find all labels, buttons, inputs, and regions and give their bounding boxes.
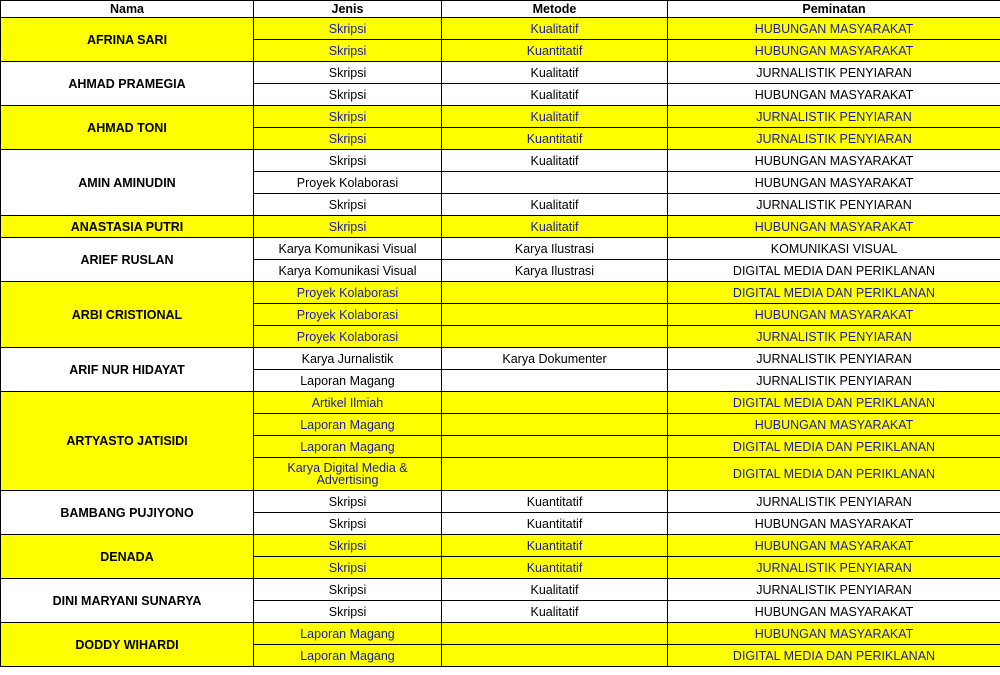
- jenis-cell: Skripsi: [254, 216, 442, 238]
- metode-cell: [442, 414, 668, 436]
- peminatan-cell: HUBUNGAN MASYARAKAT: [668, 18, 1000, 40]
- metode-cell: [442, 623, 668, 645]
- metode-cell: Kuantitatif: [442, 491, 668, 513]
- metode-cell: Kuantitatif: [442, 535, 668, 557]
- metode-cell: [442, 645, 668, 667]
- metode-cell: Kuantitatif: [442, 557, 668, 579]
- peminatan-cell: JURNALISTIK PENYIARAN: [668, 194, 1000, 216]
- student-name: ARIF NUR HIDAYAT: [1, 348, 254, 392]
- table-row: [1, 150, 1000, 172]
- metode-cell: Kualitatif: [442, 601, 668, 623]
- jenis-cell: Proyek Kolaborasi: [254, 304, 442, 326]
- metode-cell: Kuantitatif: [442, 40, 668, 62]
- jenis-cell: Artikel Ilmiah: [254, 392, 442, 414]
- metode-cell: Kualitatif: [442, 84, 668, 106]
- table-row: [1, 579, 1000, 601]
- peminatan-cell: HUBUNGAN MASYARAKAT: [668, 623, 1000, 645]
- peminatan-cell: JURNALISTIK PENYIARAN: [668, 62, 1000, 84]
- peminatan-cell: HUBUNGAN MASYARAKAT: [668, 535, 1000, 557]
- jenis-cell: Skripsi: [254, 128, 442, 150]
- metode-cell: Kualitatif: [442, 18, 668, 40]
- peminatan-cell: JURNALISTIK PENYIARAN: [668, 326, 1000, 348]
- student-name: DINI MARYANI SUNARYA: [1, 579, 254, 623]
- jenis-cell: Skripsi: [254, 62, 442, 84]
- jenis-cell: Laporan Magang: [254, 414, 442, 436]
- student-name: DENADA: [1, 535, 254, 579]
- peminatan-cell: DIGITAL MEDIA DAN PERIKLANAN: [668, 282, 1000, 304]
- peminatan-cell: KOMUNIKASI VISUAL: [668, 238, 1000, 260]
- peminatan-cell: DIGITAL MEDIA DAN PERIKLANAN: [668, 458, 1000, 491]
- peminatan-cell: HUBUNGAN MASYARAKAT: [668, 601, 1000, 623]
- student-name: ARIEF RUSLAN: [1, 238, 254, 282]
- table-row: [1, 535, 1000, 557]
- peminatan-cell: DIGITAL MEDIA DAN PERIKLANAN: [668, 645, 1000, 667]
- jenis-cell: Skripsi: [254, 40, 442, 62]
- table-row: [1, 238, 1000, 260]
- metode-cell: Karya Ilustrasi: [442, 260, 668, 282]
- header-jenis: Jenis: [254, 1, 442, 18]
- metode-cell: Kuantitatif: [442, 513, 668, 535]
- header-peminatan: Peminatan: [668, 1, 1000, 18]
- table-row: [1, 623, 1000, 645]
- metode-cell: Kualitatif: [442, 194, 668, 216]
- student-name: ARBI CRISTIONAL: [1, 282, 254, 348]
- peminatan-cell: JURNALISTIK PENYIARAN: [668, 128, 1000, 150]
- peminatan-cell: HUBUNGAN MASYARAKAT: [668, 40, 1000, 62]
- jenis-cell: Skripsi: [254, 194, 442, 216]
- student-name: AFRINA SARI: [1, 18, 254, 62]
- metode-cell: [442, 458, 668, 491]
- table-row: [1, 62, 1000, 84]
- table-body: [1, 18, 1000, 667]
- peminatan-cell: JURNALISTIK PENYIARAN: [668, 348, 1000, 370]
- peminatan-cell: JURNALISTIK PENYIARAN: [668, 491, 1000, 513]
- student-name: ANASTASIA PUTRI: [1, 216, 254, 238]
- jenis-cell: Skripsi: [254, 535, 442, 557]
- peminatan-cell: JURNALISTIK PENYIARAN: [668, 370, 1000, 392]
- student-name: ARTYASTO JATISIDI: [1, 392, 254, 491]
- metode-cell: Kualitatif: [442, 62, 668, 84]
- jenis-cell: Karya Komunikasi Visual: [254, 238, 442, 260]
- table-row: [1, 348, 1000, 370]
- metode-cell: [442, 172, 668, 194]
- peminatan-cell: HUBUNGAN MASYARAKAT: [668, 513, 1000, 535]
- header-nama: Nama: [1, 1, 254, 18]
- header-metode: Metode: [442, 1, 668, 18]
- jenis-cell: Skripsi: [254, 513, 442, 535]
- peminatan-cell: JURNALISTIK PENYIARAN: [668, 579, 1000, 601]
- metode-cell: Kualitatif: [442, 579, 668, 601]
- jenis-cell: Proyek Kolaborasi: [254, 282, 442, 304]
- table-row: [1, 392, 1000, 414]
- metode-cell: Kuantitatif: [442, 128, 668, 150]
- jenis-cell: Laporan Magang: [254, 623, 442, 645]
- jenis-cell: Skripsi: [254, 150, 442, 172]
- table-row: [1, 491, 1000, 513]
- jenis-cell: Laporan Magang: [254, 436, 442, 458]
- jenis-cell: Skripsi: [254, 557, 442, 579]
- jenis-cell: Skripsi: [254, 84, 442, 106]
- jenis-cell: Skripsi: [254, 18, 442, 40]
- student-name: DODDY WIHARDI: [1, 623, 254, 667]
- peminatan-cell: HUBUNGAN MASYARAKAT: [668, 304, 1000, 326]
- student-name: AHMAD TONI: [1, 106, 254, 150]
- peminatan-cell: HUBUNGAN MASYARAKAT: [668, 414, 1000, 436]
- jenis-cell: Karya Digital Media & Advertising: [254, 458, 442, 491]
- jenis-cell: Proyek Kolaborasi: [254, 326, 442, 348]
- peminatan-cell: HUBUNGAN MASYARAKAT: [668, 150, 1000, 172]
- student-name: BAMBANG PUJIYONO: [1, 491, 254, 535]
- table-row: [1, 18, 1000, 40]
- metode-cell: Kualitatif: [442, 106, 668, 128]
- peminatan-cell: HUBUNGAN MASYARAKAT: [668, 216, 1000, 238]
- table-row: [1, 282, 1000, 304]
- jenis-cell: Laporan Magang: [254, 370, 442, 392]
- table-row: [1, 216, 1000, 238]
- jenis-cell: Karya Komunikasi Visual: [254, 260, 442, 282]
- metode-cell: Karya Dokumenter: [442, 348, 668, 370]
- metode-cell: [442, 436, 668, 458]
- peminatan-cell: HUBUNGAN MASYARAKAT: [668, 84, 1000, 106]
- peminatan-cell: JURNALISTIK PENYIARAN: [668, 557, 1000, 579]
- jenis-cell: Karya Jurnalistik: [254, 348, 442, 370]
- metode-cell: [442, 370, 668, 392]
- peminatan-cell: DIGITAL MEDIA DAN PERIKLANAN: [668, 392, 1000, 414]
- metode-cell: [442, 392, 668, 414]
- peminatan-cell: JURNALISTIK PENYIARAN: [668, 106, 1000, 128]
- student-name: AHMAD PRAMEGIA: [1, 62, 254, 106]
- jenis-cell: Skripsi: [254, 601, 442, 623]
- jenis-cell: Laporan Magang: [254, 645, 442, 667]
- peminatan-cell: HUBUNGAN MASYARAKAT: [668, 172, 1000, 194]
- jenis-cell: Skripsi: [254, 106, 442, 128]
- metode-cell: Karya Ilustrasi: [442, 238, 668, 260]
- student-name: AMIN AMINUDIN: [1, 150, 254, 216]
- jenis-cell: Proyek Kolaborasi: [254, 172, 442, 194]
- metode-cell: [442, 304, 668, 326]
- metode-cell: Kualitatif: [442, 150, 668, 172]
- header-row: [1, 1, 1000, 18]
- jenis-cell: Skripsi: [254, 579, 442, 601]
- metode-cell: [442, 282, 668, 304]
- table-row: [1, 106, 1000, 128]
- peminatan-cell: DIGITAL MEDIA DAN PERIKLANAN: [668, 436, 1000, 458]
- metode-cell: [442, 326, 668, 348]
- peminatan-cell: DIGITAL MEDIA DAN PERIKLANAN: [668, 260, 1000, 282]
- metode-cell: Kualitatif: [442, 216, 668, 238]
- jenis-cell: Skripsi: [254, 491, 442, 513]
